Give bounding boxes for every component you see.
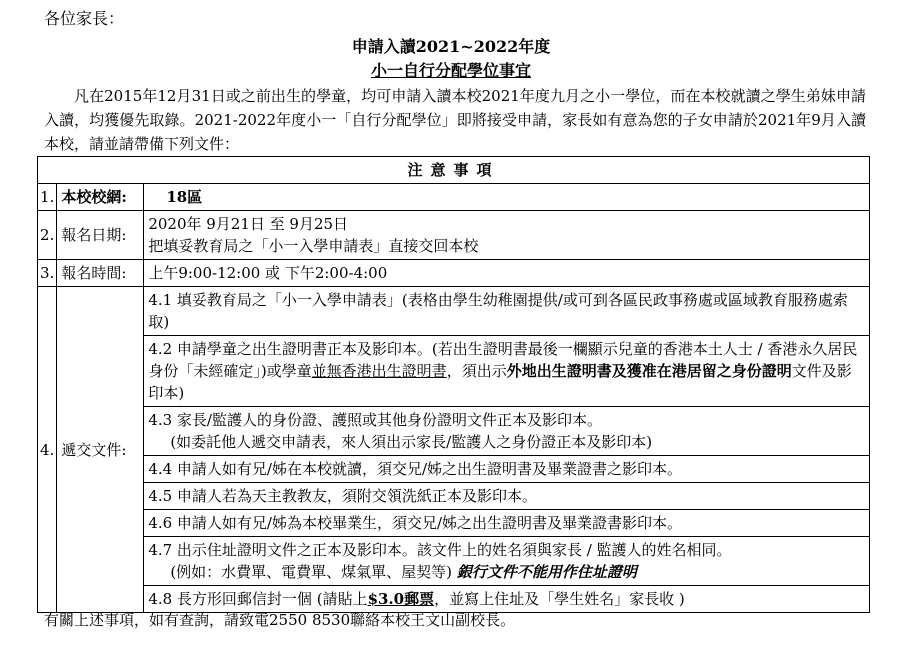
notice-table <box>37 156 870 613</box>
document-item-4-3: 4.3 家長/監護人的身份證、護照或其他身份證明文件正本及影印本。 (如委託他人遞交申請表，來人須出示家長/監護人之身份證正本及影印本) <box>144 407 870 456</box>
document-item-4-1: 4.1 填妥教育局之「小一入學申請表」(表格由學生幼稚園提供/或可到各區民政事務處或區域教育服務處索取) <box>144 287 870 336</box>
row-label: 報名日期: <box>57 211 144 260</box>
document-item-4-7: 4.7 出示住址證明文件之正本及影印本。該文件上的姓名須與家長 / 監護人的姓名相同。 (例如：水費單、電費單、煤氣單、屋契等) 銀行文件不能用作住址證明 <box>144 537 870 586</box>
application-date <box>144 211 870 260</box>
row-label: 遞交文件: <box>57 287 144 613</box>
row-number: 1. <box>38 184 57 211</box>
row-label: 本校校網: <box>57 184 144 211</box>
table-header-row <box>38 157 870 184</box>
table-row <box>38 483 870 510</box>
intro-paragraph <box>44 84 866 156</box>
table-row <box>38 456 870 483</box>
table-row <box>38 211 870 260</box>
table-row <box>38 407 870 456</box>
greeting: 各位家長： <box>44 9 125 28</box>
date-instruction: 把填妥教育局之「小一入學申請表」直接交回本校 <box>148 237 479 255</box>
table-row <box>38 260 870 287</box>
table-header: 注意事項 <box>38 157 870 184</box>
title-line-1: 申請入讀2021~2022年度 <box>351 37 551 56</box>
table-row <box>38 184 870 211</box>
row-number: 4. <box>38 287 57 613</box>
document-item-4-6: 4.6 申請人如有兄/姊為本校畢業生，須交兄/姊之出生證明書及畢業證書影印本。 <box>144 510 870 537</box>
row-label: 報名時間: <box>57 260 144 287</box>
title-line-2-text: 小一自行分配學位事宜 <box>370 61 531 80</box>
intro-text: 凡在2015年12月31日或之前出生的學童，均可申請入讀本校2021年度九月之小一學位，而在本校就讀之學生弟妹申請入讀，均獲優先取錄。2021-2022年度小一「自行分配學位」即將接受申請，家長如有意為您的子女申請於2021年9月入讀本校，請並請帶備下列文件： <box>44 87 866 153</box>
document-item-4-4: 4.4 申請人如有兄/姊在本校就讀，須交兄/姊之出生證明書及畢業證書之影印本。 <box>144 456 870 483</box>
date-range: 2020年 9月21日 至 9月25日 <box>148 215 349 233</box>
document-item-4-5: 4.5 申請人若為天主教教友，須附交領洗紙正本及影印本。 <box>144 483 870 510</box>
row-number: 3. <box>38 260 57 287</box>
document-item-4-2: 4.2 申請學童之出生證明書正本及影印本。(若出生證明書最後一欄顯示兒童的香港本土人士 / 香港永久居民身份「未經確定」)或學童並無香港出生證明書，須出示外地出生證明書及獲准在港居留之身份證明文件及影印本) <box>144 336 870 407</box>
school-net-value: 18區 <box>144 184 870 211</box>
footer-contact: 有關上述事項，如有查詢，請致電2550 8530聯絡本校王文山副校長。 <box>44 611 516 629</box>
table-row <box>38 510 870 537</box>
title-line-2 <box>0 58 902 81</box>
document-item-4-8: 4.8 長方形回郵信封一個 (請貼上$3.0郵票，並寫上住址及「學生姓名」家長收 ) <box>144 586 870 613</box>
table-row <box>38 287 870 336</box>
table-row <box>38 336 870 407</box>
row-number: 2. <box>38 211 57 260</box>
table-row <box>38 537 870 586</box>
application-time: 上午9:00-12:00 或 下午2:00-4:00 <box>144 260 870 287</box>
